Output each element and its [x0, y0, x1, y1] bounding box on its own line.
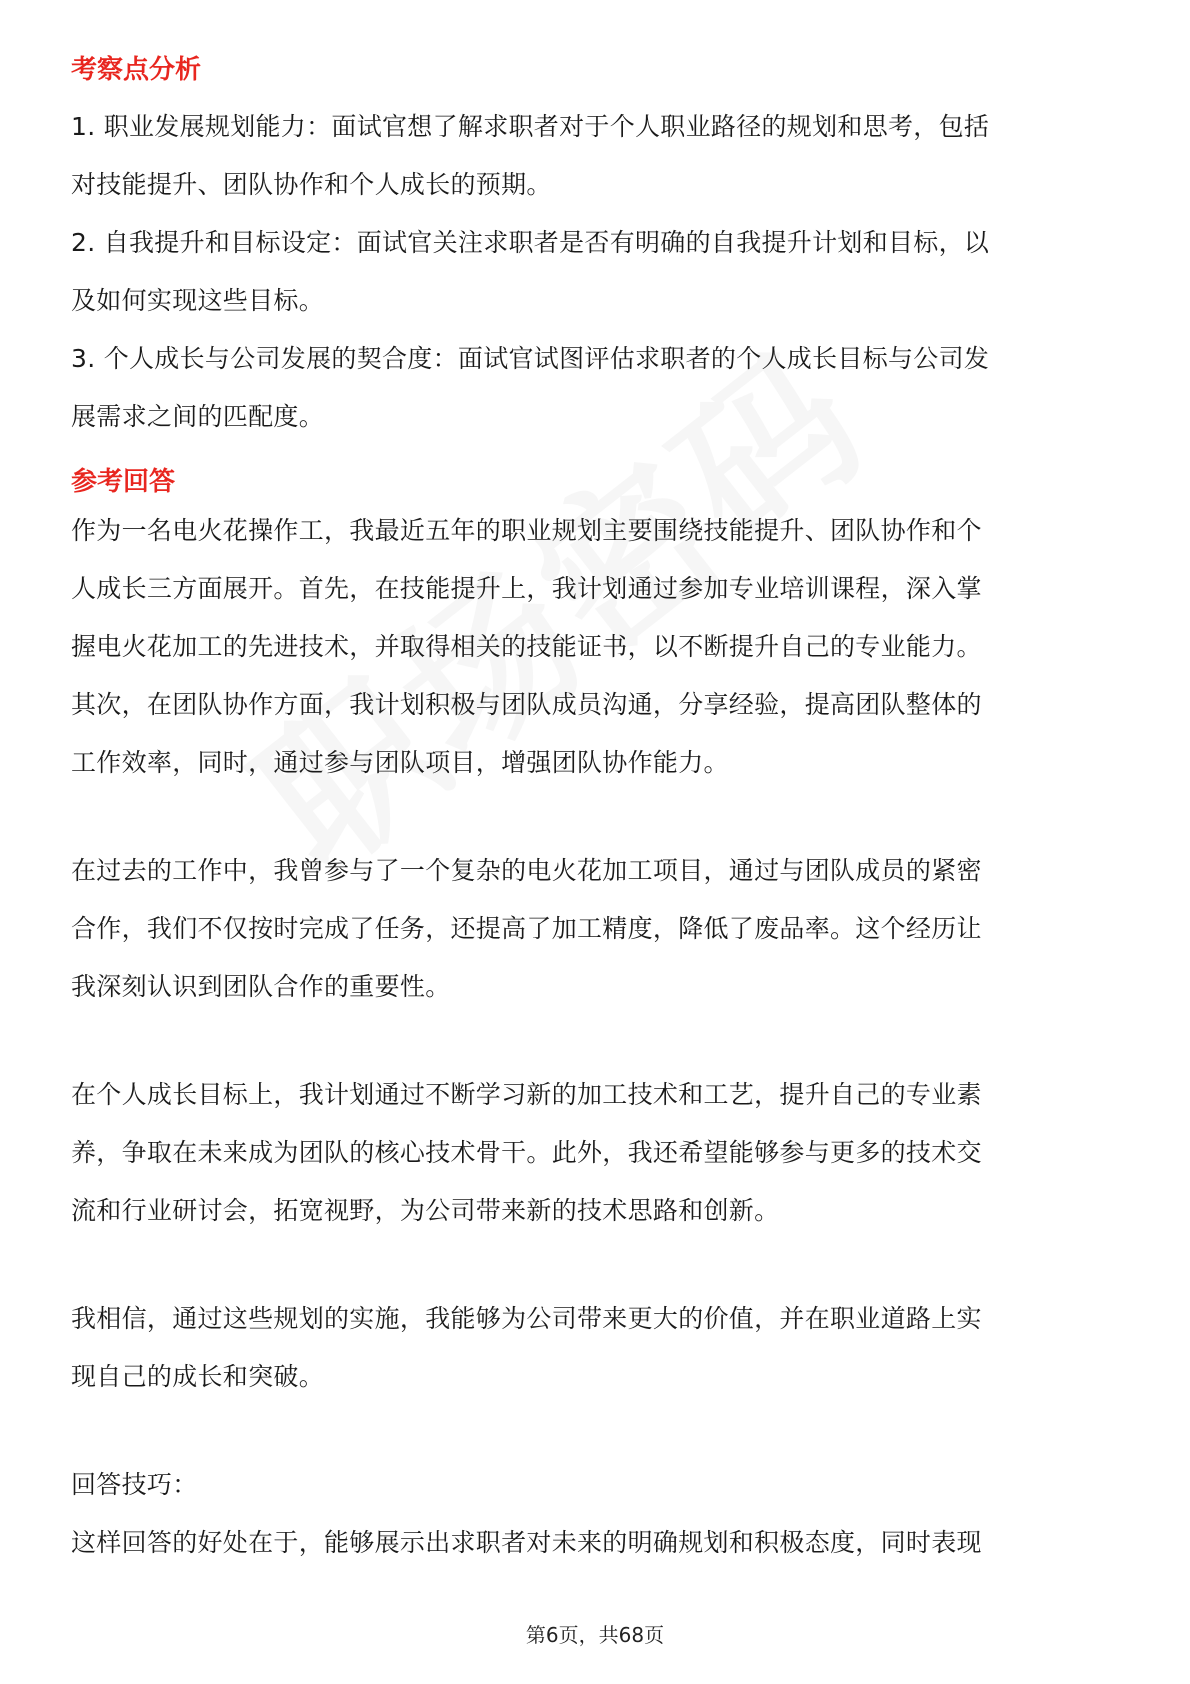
- answer-paragraph-3: [71, 1066, 1121, 1240]
- analysis-line: 2. 自我提升和目标设定：面试官关注求职者是否有明确的自我提升计划和目标，以: [71, 228, 990, 257]
- page-content: [71, 50, 1121, 1572]
- analysis-line: 及如何实现这些目标。: [71, 286, 325, 315]
- answer-line: 在个人成长目标上，我计划通过不断学习新的加工技术和工艺，提升自己的专业素: [71, 1080, 982, 1109]
- answer-line: 我相信，通过这些规划的实施，我能够为公司带来更大的价值，并在职业道路上实: [71, 1304, 982, 1333]
- answer-title: 参考回答: [71, 467, 176, 497]
- answer-line: 合作，我们不仅按时完成了任务，还提高了加工精度，降低了废品率。这个经历让: [71, 914, 982, 943]
- answer-line: 其次，在团队协作方面，我计划积极与团队成员沟通，分享经验，提高团队整体的: [71, 690, 982, 719]
- answer-line: 人成长三方面展开。首先，在技能提升上，我计划通过参加专业培训课程，深入掌: [71, 574, 982, 603]
- analysis-line: 1. 职业发展规划能力：面试官想了解求职者对于个人职业路径的规划和思考，包括: [71, 112, 990, 141]
- tips-line: 这样回答的好处在于，能够展示出求职者对未来的明确规划和积极态度，同时表现: [71, 1528, 982, 1557]
- analysis-line: 3. 个人成长与公司发展的契合度：面试官试图评估求职者的个人成长目标与公司发: [71, 344, 990, 373]
- answer-line: 握电火花加工的先进技术，并取得相关的技能证书，以不断提升自己的专业能力。: [71, 632, 982, 661]
- answer-line: 作为一名电火花操作工，我最近五年的职业规划主要围绕技能提升、团队协作和个: [71, 516, 982, 545]
- answer-line: 在过去的工作中，我曾参与了一个复杂的电火花加工项目，通过与团队成员的紧密: [71, 856, 982, 885]
- answer-paragraph-2: [71, 842, 1121, 1016]
- answer-paragraph-1: [71, 502, 1121, 792]
- tips-title: 回答技巧：: [71, 1470, 198, 1499]
- page-number: 第6页，共68页: [525, 1623, 665, 1647]
- answer-paragraph-4: [71, 1290, 1121, 1406]
- analysis-title: 考察点分析: [71, 55, 202, 85]
- answer-line: 流和行业研讨会，拓宽视野，为公司带来新的技术思路和创新。: [71, 1196, 780, 1225]
- analysis-line: 对技能提升、团队协作和个人成长的预期。: [71, 170, 552, 199]
- answer-line: 我深刻认识到团队合作的重要性。: [71, 972, 451, 1001]
- answer-line: 工作效率，同时，通过参与团队项目，增强团队协作能力。: [71, 748, 729, 777]
- answer-line: 现自己的成长和突破。: [71, 1362, 325, 1391]
- analysis-line: 展需求之间的匹配度。: [71, 402, 325, 431]
- answer-line: 养，争取在未来成为团队的核心技术骨干。此外，我还希望能够参与更多的技术交: [71, 1138, 982, 1167]
